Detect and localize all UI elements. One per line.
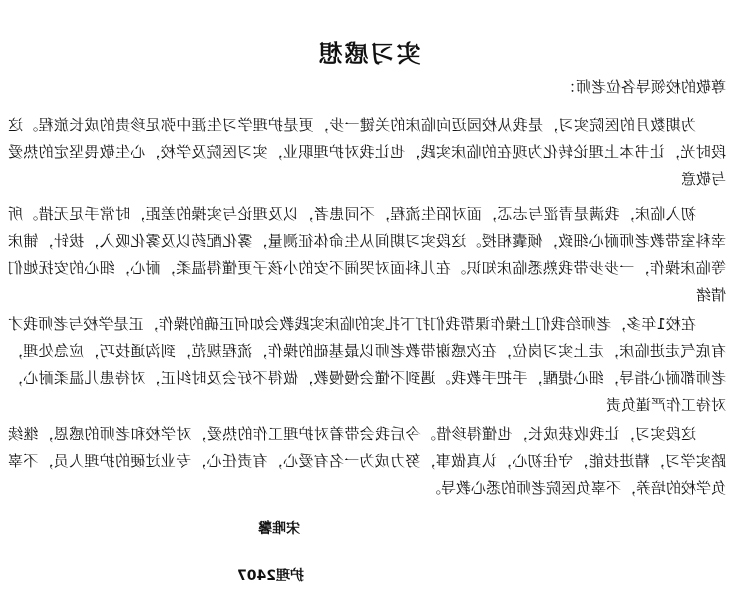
paragraph-1: 为期数月的医院实习，是我从校园迈向临床的关键一步，更是护理学习生涯中弥足珍贵的成长旅程。这段时光，让书本上理论转化为现在的临床实践，也让我对护理职业，实习医院及学校，心生敬畏坚定的热爱与敬意 [8, 116, 726, 188]
page-title: 实习感想 [316, 40, 421, 68]
signature-name: 宋唯馨 [258, 521, 300, 537]
signature-class: 护理2407 [237, 568, 304, 584]
paragraph-3: 在校1年多，老师给我们上操作课帮我们打下扎实的临床实践教会如何正确的操作，正是学校与老师我才有底气走进临床，走上实习岗位，在次感谢带教老师以最基础的操作，流程规范，到沟通技巧，应急处理，老师都耐心指导，细心提醒，手把手教我。遇到不懂会慢慢教，做得不好会及时纠正，对待患儿温柔耐心，对待工作严谨负责 [8, 315, 726, 414]
paragraph-2: 初入临床，我满是青涩与忐忑，面对陌生流程，不同患者，以及理论与实操的差距，时常手足无措。所幸科室带教老师耐心细致，倾囊相授。这段实习期间从生命体征测量，雾化配药以及雾化吸入，拔针，铺床等临床操作，一步步带我熟悉临床知识。在儿科面对哭闹不安的小孩子更懂得温柔，耐心，细心的安抚她们情绪 [8, 205, 726, 304]
paragraph-4: 这段实习，让我收获成长，也懂得珍惜。今后我会带着对护理工作的热爱，对学校和老师的感恩，继续踏实学习，精进技能，守住初心，认真做事，努力成为一名有爱心，有责任心，专业过硬的护理人员，不辜负学校的培养，不辜负医院老师的悉心教导。 [8, 425, 726, 497]
salutation: 尊敬的校领导各位老师： [560, 78, 726, 96]
